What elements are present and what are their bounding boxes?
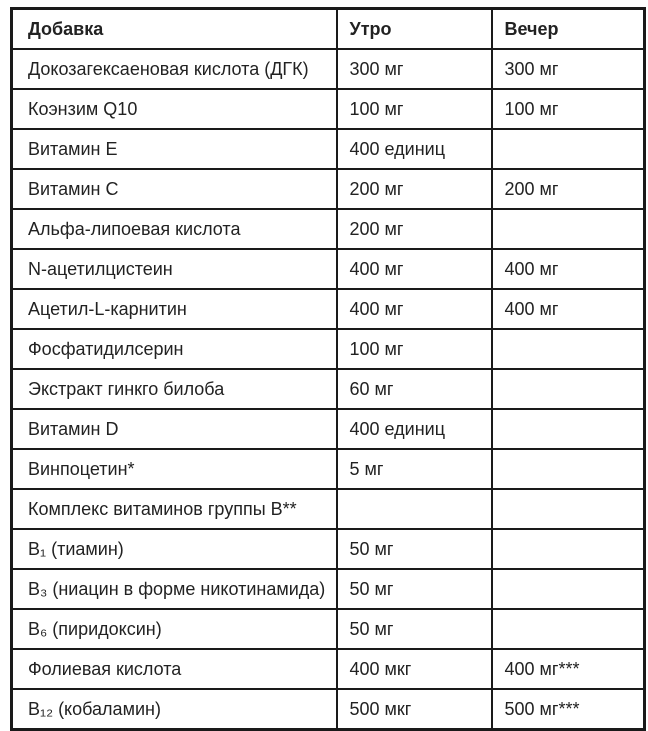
supplement-name-cell: Витамин D xyxy=(12,409,337,449)
table-row xyxy=(12,449,645,489)
table-row xyxy=(12,689,645,730)
morning-dose-cell: 60 мг xyxy=(337,369,492,409)
column-header-supplement: Добавка xyxy=(12,9,337,50)
supplement-name-cell: B₆ (пиридоксин) xyxy=(12,609,337,649)
evening-dose-cell xyxy=(492,409,645,449)
table-row xyxy=(12,49,645,89)
evening-dose-cell: 300 мг xyxy=(492,49,645,89)
supplement-dosage-table xyxy=(10,7,646,731)
supplement-name-cell: Ацетил-L-карнитин xyxy=(12,289,337,329)
evening-dose-cell xyxy=(492,329,645,369)
evening-dose-cell xyxy=(492,449,645,489)
table-row xyxy=(12,209,645,249)
morning-dose-cell: 400 мкг xyxy=(337,649,492,689)
morning-dose-cell: 5 мг xyxy=(337,449,492,489)
supplement-name-cell: Комплекс витаминов группы B** xyxy=(12,489,337,529)
supplement-name-cell: Фосфатидилсерин xyxy=(12,329,337,369)
header-row xyxy=(12,9,645,50)
supplement-name-cell: Коэнзим Q10 xyxy=(12,89,337,129)
morning-dose-cell: 50 мг xyxy=(337,609,492,649)
table-row xyxy=(12,249,645,289)
evening-dose-cell: 100 мг xyxy=(492,89,645,129)
evening-dose-cell xyxy=(492,569,645,609)
table-row xyxy=(12,129,645,169)
table-row xyxy=(12,489,645,529)
table-row xyxy=(12,529,645,569)
morning-dose-cell: 50 мг xyxy=(337,569,492,609)
table-row xyxy=(12,89,645,129)
table-row xyxy=(12,609,645,649)
supplement-name-cell: Альфа-липоевая кислота xyxy=(12,209,337,249)
morning-dose-cell: 50 мг xyxy=(337,529,492,569)
supplement-name-cell: B₁ (тиамин) xyxy=(12,529,337,569)
evening-dose-cell xyxy=(492,609,645,649)
table-row xyxy=(12,409,645,449)
supplement-name-cell: Докозагексаеновая кислота (ДГК) xyxy=(12,49,337,89)
morning-dose-cell: 200 мг xyxy=(337,169,492,209)
supplement-name-cell: Витамин E xyxy=(12,129,337,169)
morning-dose-cell: 100 мг xyxy=(337,329,492,369)
morning-dose-cell: 400 мг xyxy=(337,249,492,289)
evening-dose-cell: 400 мг xyxy=(492,289,645,329)
evening-dose-cell: 500 мг*** xyxy=(492,689,645,730)
table-row xyxy=(12,169,645,209)
morning-dose-cell: 200 мг xyxy=(337,209,492,249)
morning-dose-cell: 100 мг xyxy=(337,89,492,129)
table-row xyxy=(12,369,645,409)
table-row xyxy=(12,649,645,689)
table-row xyxy=(12,569,645,609)
table-row xyxy=(12,289,645,329)
supplement-name-cell: Витамин C xyxy=(12,169,337,209)
supplement-name-cell: Винпоцетин* xyxy=(12,449,337,489)
table-body xyxy=(12,49,645,730)
supplement-name-cell: Экстракт гинкго билоба xyxy=(12,369,337,409)
morning-dose-cell: 400 мг xyxy=(337,289,492,329)
evening-dose-cell: 200 мг xyxy=(492,169,645,209)
evening-dose-cell: 400 мг*** xyxy=(492,649,645,689)
supplement-name-cell: B₁₂ (кобаламин) xyxy=(12,689,337,730)
morning-dose-cell: 300 мг xyxy=(337,49,492,89)
morning-dose-cell: 500 мкг xyxy=(337,689,492,730)
supplement-name-cell: N-ацетилцистеин xyxy=(12,249,337,289)
evening-dose-cell xyxy=(492,129,645,169)
evening-dose-cell xyxy=(492,369,645,409)
supplement-name-cell: B₃ (ниацин в форме никотинамида) xyxy=(12,569,337,609)
morning-dose-cell xyxy=(337,489,492,529)
evening-dose-cell xyxy=(492,529,645,569)
evening-dose-cell xyxy=(492,209,645,249)
evening-dose-cell xyxy=(492,489,645,529)
column-header-morning: Утро xyxy=(337,9,492,50)
evening-dose-cell: 400 мг xyxy=(492,249,645,289)
column-header-evening: Вечер xyxy=(492,9,645,50)
supplement-name-cell: Фолиевая кислота xyxy=(12,649,337,689)
table-row xyxy=(12,329,645,369)
morning-dose-cell: 400 единиц xyxy=(337,129,492,169)
morning-dose-cell: 400 единиц xyxy=(337,409,492,449)
